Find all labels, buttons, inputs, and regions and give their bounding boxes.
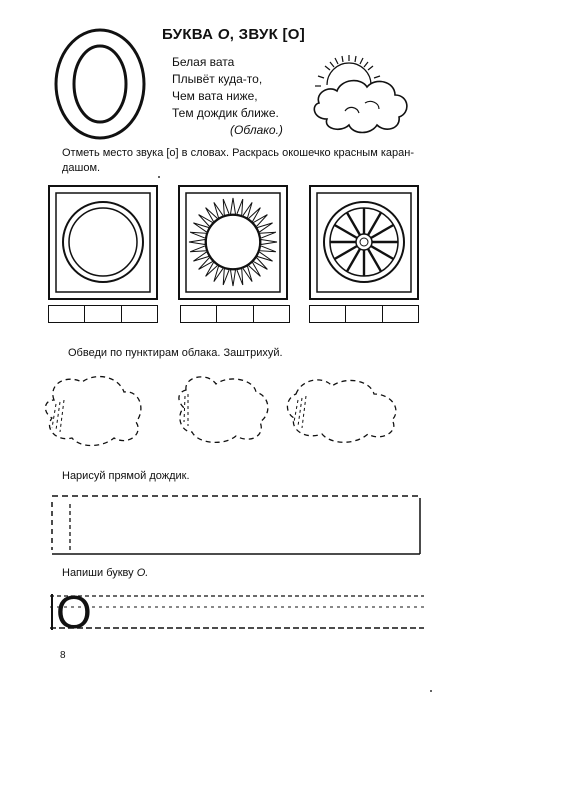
- page-number: 8: [60, 650, 66, 661]
- picture-ring: [48, 185, 158, 300]
- handwriting-line[interactable]: [50, 592, 424, 632]
- sun-ray: [243, 202, 252, 218]
- sun-ray: [190, 246, 206, 252]
- picture-wheel: [309, 185, 419, 300]
- sun-ray: [257, 252, 273, 261]
- sound-cell[interactable]: [85, 306, 121, 322]
- sun-ray: [231, 198, 236, 214]
- speck: [430, 690, 432, 692]
- dashed-clouds[interactable]: [40, 370, 430, 450]
- sun-ray: [193, 223, 209, 232]
- wheel-spoke: [371, 225, 394, 238]
- sun-ray: [190, 232, 206, 238]
- wheel-spoke: [335, 246, 358, 259]
- sound-cell[interactable]: [49, 306, 85, 322]
- sun-ray: [231, 270, 236, 286]
- dashed-cloud-2: [179, 377, 268, 443]
- poem-line: Тем дождик ближе.: [172, 106, 279, 120]
- sound-cell[interactable]: [383, 306, 418, 322]
- page-title: [162, 26, 305, 43]
- wheel-icon: [311, 187, 417, 298]
- sun-ray: [257, 223, 273, 232]
- sun-ray: [193, 252, 209, 261]
- poem-line: Плывёт куда-то,: [172, 72, 263, 86]
- sound-cell[interactable]: [217, 306, 253, 322]
- riddle-answer: (Облако.): [230, 123, 283, 137]
- wheel-spoke: [371, 246, 394, 259]
- sun-ray: [214, 266, 223, 282]
- sound-cell[interactable]: [346, 306, 382, 322]
- poem-line: Белая вата: [172, 55, 235, 69]
- sun-icon: [180, 187, 286, 298]
- task2-instruction: Обведи по пунктирам облака. Заштрихуй.: [68, 347, 283, 359]
- poem-line: Чем вата ниже,: [172, 89, 258, 103]
- sun-ray: [260, 232, 276, 238]
- title-prefix: БУКВА: [162, 26, 218, 43]
- big-letter-o-icon: [52, 26, 148, 142]
- sound-cell[interactable]: [181, 306, 217, 322]
- wheel-spoke: [335, 225, 358, 238]
- sample-letter-o: О: [56, 586, 92, 638]
- sun-ray: [223, 199, 229, 215]
- task4-instruction: [62, 566, 148, 581]
- sound-cell[interactable]: [310, 306, 346, 322]
- sound-cell[interactable]: [122, 306, 157, 322]
- title-letter: О: [217, 26, 230, 43]
- ring-icon: [50, 187, 156, 298]
- task1-line: дашом.: [62, 162, 101, 174]
- wheel-spoke: [368, 249, 381, 272]
- wheel-spoke: [347, 213, 360, 236]
- sun-ray: [243, 266, 252, 282]
- sun-ray: [237, 269, 243, 285]
- title-suffix: , ЗВУК [О]: [229, 26, 306, 43]
- task1-line: Отметь место звука [о] в словах. Раскрась окошечко красным каран-: [62, 147, 414, 159]
- task4-letter: О.: [136, 567, 149, 579]
- sun-ray: [223, 269, 229, 285]
- speck: [158, 176, 160, 178]
- wheel-spoke: [347, 249, 360, 272]
- sound-cells-1[interactable]: [48, 305, 158, 323]
- task4-prefix: Напиши букву: [62, 567, 137, 579]
- rain-drawing-area[interactable]: [50, 494, 422, 556]
- dashed-cloud-3: [287, 380, 396, 442]
- dashed-cloud-1: [45, 377, 140, 446]
- wheel-spoke: [368, 213, 381, 236]
- sun-ray: [237, 199, 243, 215]
- picture-sun: [178, 185, 288, 300]
- riddle-poem: [172, 54, 283, 139]
- sun-ray: [214, 202, 223, 218]
- sun-ray: [260, 246, 276, 252]
- sun-cloud-icon: [305, 55, 415, 135]
- sound-cell[interactable]: [254, 306, 289, 322]
- sound-cells-3[interactable]: [309, 305, 419, 323]
- task1-instruction: [62, 146, 414, 176]
- sound-cells-2[interactable]: [180, 305, 290, 323]
- sun-ray: [261, 240, 277, 245]
- task3-instruction: Нарисуй прямой дождик.: [62, 470, 190, 482]
- sun-ray: [189, 240, 205, 245]
